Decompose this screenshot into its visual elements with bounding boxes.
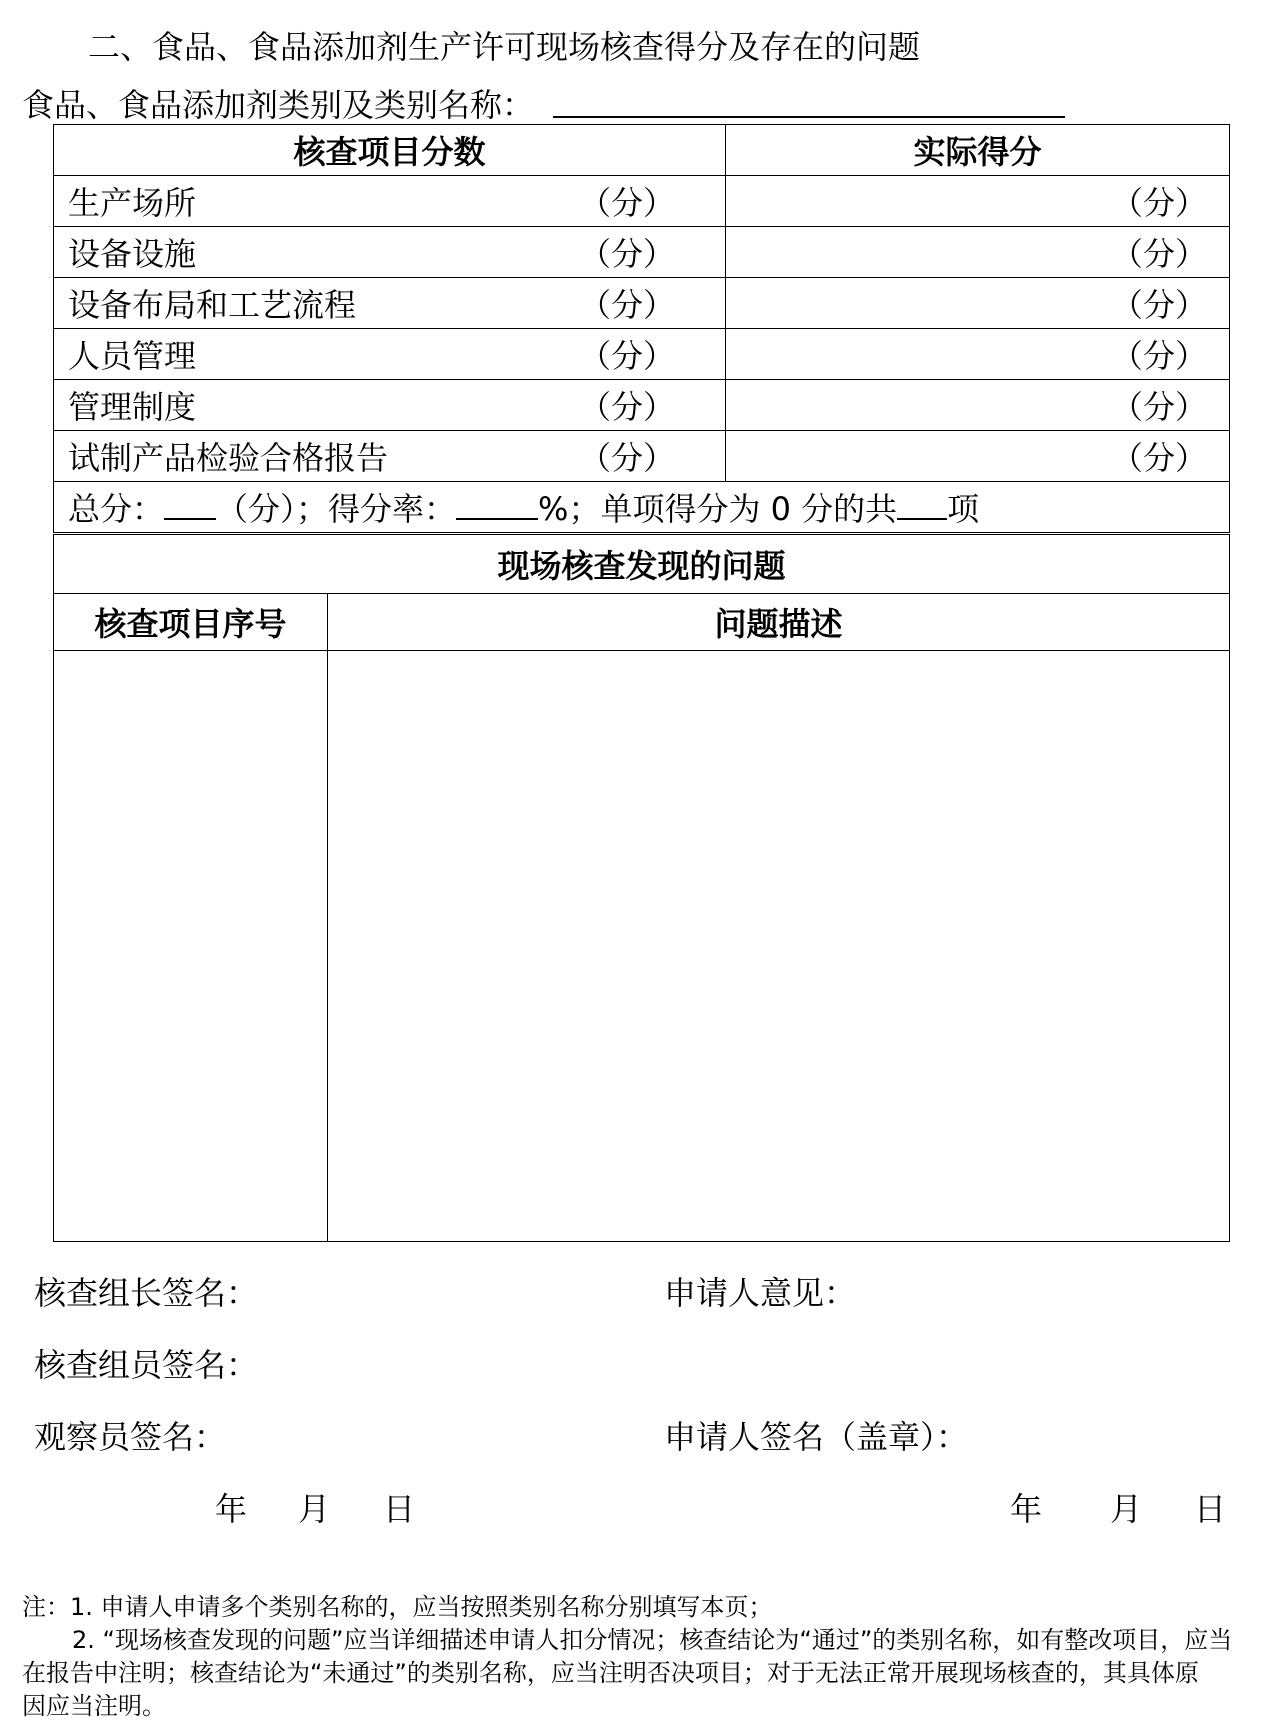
row-unit: （分） [578,235,675,273]
col-header-desc: 问题描述 [328,594,1230,651]
note-1 [22,1591,773,1624]
section-heading: 二、食品、食品添加剂生产许可现场核查得分及存在的问题 [88,28,921,66]
row-label: 生产场所 [68,184,197,222]
actual-score-cell[interactable] [726,329,1230,380]
table-row [54,329,1230,380]
date-month-right: 月 [1110,1490,1143,1528]
actual-unit: （分） [1110,235,1207,273]
category-input-line[interactable] [553,116,1065,118]
zero-items-blank[interactable] [897,492,947,520]
row-unit: （分） [578,184,675,222]
date-year-right: 年 [1010,1490,1043,1528]
table-row [54,227,1230,278]
seq-input-area[interactable] [54,651,328,1242]
desc-input-area[interactable] [328,651,1230,1242]
date-year-left: 年 [215,1490,248,1528]
row-label: 试制产品检验合格报告 [68,439,389,477]
score-rate-label: （分）；得分率： [216,490,457,528]
applicant-opinion-label: 申请人意见： [664,1274,857,1312]
row-unit: （分） [578,439,675,477]
table-row [54,176,1230,227]
actual-unit: （分） [1110,439,1207,477]
actual-score-cell[interactable] [726,278,1230,329]
note-2-line-1: 2. “现场核查发现的问题”应当详细描述申请人扣分情况；核查结论为“通过”的类别名称，如有整改项目，应当 [72,1626,1233,1654]
score-rate-blank[interactable] [456,492,538,520]
col-header-seq: 核查项目序号 [54,594,328,651]
category-label: 食品、食品添加剂类别及类别名称： [22,86,535,124]
note-prefix: 注： [22,1593,70,1621]
actual-score-cell[interactable] [726,227,1230,278]
row-unit: （分） [578,286,675,324]
actual-unit: （分） [1110,337,1207,375]
actual-unit: （分） [1110,388,1207,426]
issues-table [53,534,1230,1242]
actual-unit: （分） [1110,184,1207,222]
total-score-blank[interactable] [164,492,216,520]
total-row [54,482,1230,533]
row-unit: （分） [578,337,675,375]
score-table [53,124,1230,533]
applicant-sign-label: 申请人签名（盖章）： [664,1418,969,1456]
zero-items-label: %；单项得分为 0 分的共 [538,490,898,528]
actual-score-cell[interactable] [726,380,1230,431]
row-label: 设备布局和工艺流程 [68,286,357,324]
row-label: 人员管理 [68,337,197,375]
observer-signature-label: 观察员签名： [34,1418,227,1456]
date-day-left: 日 [383,1490,416,1528]
leader-signature-label: 核查组长签名： [34,1274,259,1312]
actual-unit: （分） [1110,286,1207,324]
date-day-right: 日 [1194,1490,1227,1528]
header-actual-score: 实际得分 [726,125,1230,176]
date-month-left: 月 [298,1490,331,1528]
header-items-score: 核查项目分数 [54,125,726,176]
row-unit: （分） [578,388,675,426]
note-1-text: 1. 申请人申请多个类别名称的，应当按照类别名称分别填写本页； [70,1593,773,1621]
actual-score-cell[interactable] [726,176,1230,227]
row-label: 设备设施 [68,235,197,273]
table-row [54,380,1230,431]
note-2-line-2: 在报告中注明；核查结论为“未通过”的类别名称，应当注明否决项目；对于无法正常开展现场核查的，其具体原 [22,1659,1199,1687]
table-row [54,278,1230,329]
member-signature-label: 核查组员签名： [34,1346,259,1384]
row-label: 管理制度 [68,388,197,426]
table-row [54,431,1230,482]
issues-section-title: 现场核查发现的问题 [54,535,1230,594]
items-suffix: 项 [947,490,980,528]
total-label: 总分： [68,490,165,528]
note-2-line-3: 因应当注明。 [22,1692,166,1720]
actual-score-cell[interactable] [726,431,1230,482]
